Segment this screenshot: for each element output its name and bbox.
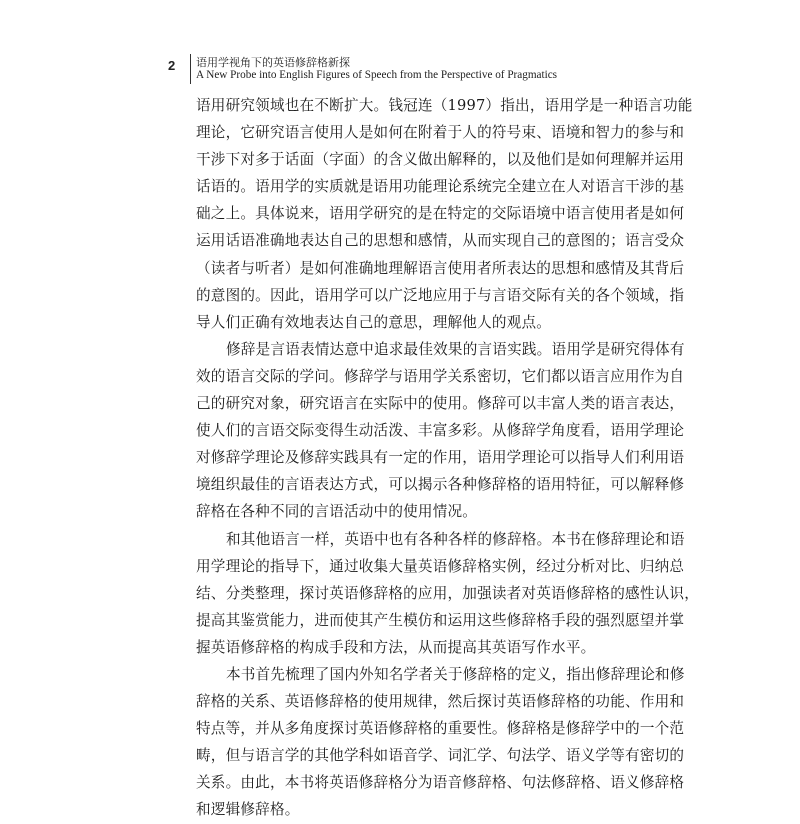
- header-divider: [190, 54, 191, 84]
- text-line: 础之上。具体说来，语用学研究的是在特定的交际语境中语言使用者是如何: [196, 205, 685, 223]
- book-title-english: A New Probe into English Figures of Speech from the Perspective of Pragmatics: [196, 69, 558, 81]
- page-number: 2: [168, 58, 176, 73]
- text-line: 特点等，并从多角度探讨英语修辞格的重要性。修辞格是修辞学中的一个范: [196, 720, 685, 738]
- paragraph: [196, 336, 685, 526]
- text-line: 关系。由此，本书将英语修辞格分为语音修辞格、句法修辞格、语义修辞格: [196, 774, 685, 792]
- text-line: 提高其鉴赏能力，进而使其产生模仿和运用这些修辞格手段的强烈愿望并掌: [196, 611, 685, 629]
- text-line: 运用话语准确地表达自己的思想和感情，从而实现自己的意图的；语言受众: [196, 232, 685, 250]
- paragraph: [196, 526, 699, 661]
- paragraph: [196, 661, 685, 824]
- book-title-chinese: 语用学视角下的英语修辞格新探: [196, 56, 350, 69]
- text-line: 导人们正确有效地表达自己的意思，理解他人的观点。: [196, 313, 552, 331]
- text-line: 和其他语言一样，英语中也有各种各样的修辞格。本书在修辞理论和语: [226, 530, 685, 548]
- text-line: 理论，它研究语言使用人是如何在附着于人的符号束、语境和智力的参与和: [196, 124, 685, 142]
- text-line: （读者与听者）是如何准确地理解语言使用者所表达的思想和感情及其背后: [196, 259, 685, 277]
- text-line: 话语的。语用学的实质就是语用功能理论系统完全建立在人对语言干涉的基: [196, 178, 685, 196]
- text-line: 效的语言交际的学问。修辞学与语用学关系密切，它们都以语言应用作为自: [196, 367, 685, 385]
- text-line: 干涉下对多于话面（字面）的含义做出解释的，以及他们是如何理解并运用: [196, 151, 685, 169]
- text-line: 本书首先梳理了国内外知名学者关于修辞格的定义，指出修辞理论和修: [226, 665, 685, 683]
- text-line: 握英语修辞格的构成手段和方法，从而提高其英语写作水平。: [196, 638, 596, 656]
- text-line: 境组织最佳的言语表达方式，可以揭示各种修辞格的语用特征，可以解释修: [196, 476, 685, 494]
- text-line: 语用研究领域也在不断扩大。钱冠连（1997）指出，语用学是一种语言功能: [196, 97, 693, 114]
- text-line: 和逻辑修辞格。: [196, 801, 300, 819]
- text-line: 辞格在各种不同的言语活动中的使用情况。: [196, 503, 478, 521]
- paragraph: [196, 92, 693, 336]
- text-line: 辞格的关系、英语修辞格的使用规律，然后探讨英语修辞格的功能、作用和: [196, 693, 685, 711]
- text-line: 结、分类整理，探讨英语修辞格的应用，加强读者对英语修辞格的感性认识，: [196, 584, 699, 602]
- text-line: 使人们的言语交际变得生动活泼、丰富多彩。从修辞学角度看，语用学理论: [196, 422, 685, 440]
- text-line: 修辞是言语表情达意中追求最佳效果的言语实践。语用学是研究得体有: [226, 340, 685, 358]
- text-line: 用学理论的指导下，通过收集大量英语修辞格实例，经过分析对比、归纳总: [196, 557, 685, 575]
- text-line: 对修辞学理论及修辞实践具有一定的作用，语用学理论可以指导人们利用语: [196, 449, 685, 467]
- text-line: 畴，但与语言学的其他学科如语音学、词汇学、句法学、语义学等有密切的: [196, 747, 685, 765]
- body-text: [196, 92, 699, 824]
- running-header: [168, 54, 628, 84]
- text-line: 的意图的。因此，语用学可以广泛地应用于与言语交际有关的各个领域，指: [196, 286, 685, 304]
- text-line: 己的研究对象，研究语言在实际中的使用。修辞可以丰富人类的语言表达，: [196, 395, 685, 413]
